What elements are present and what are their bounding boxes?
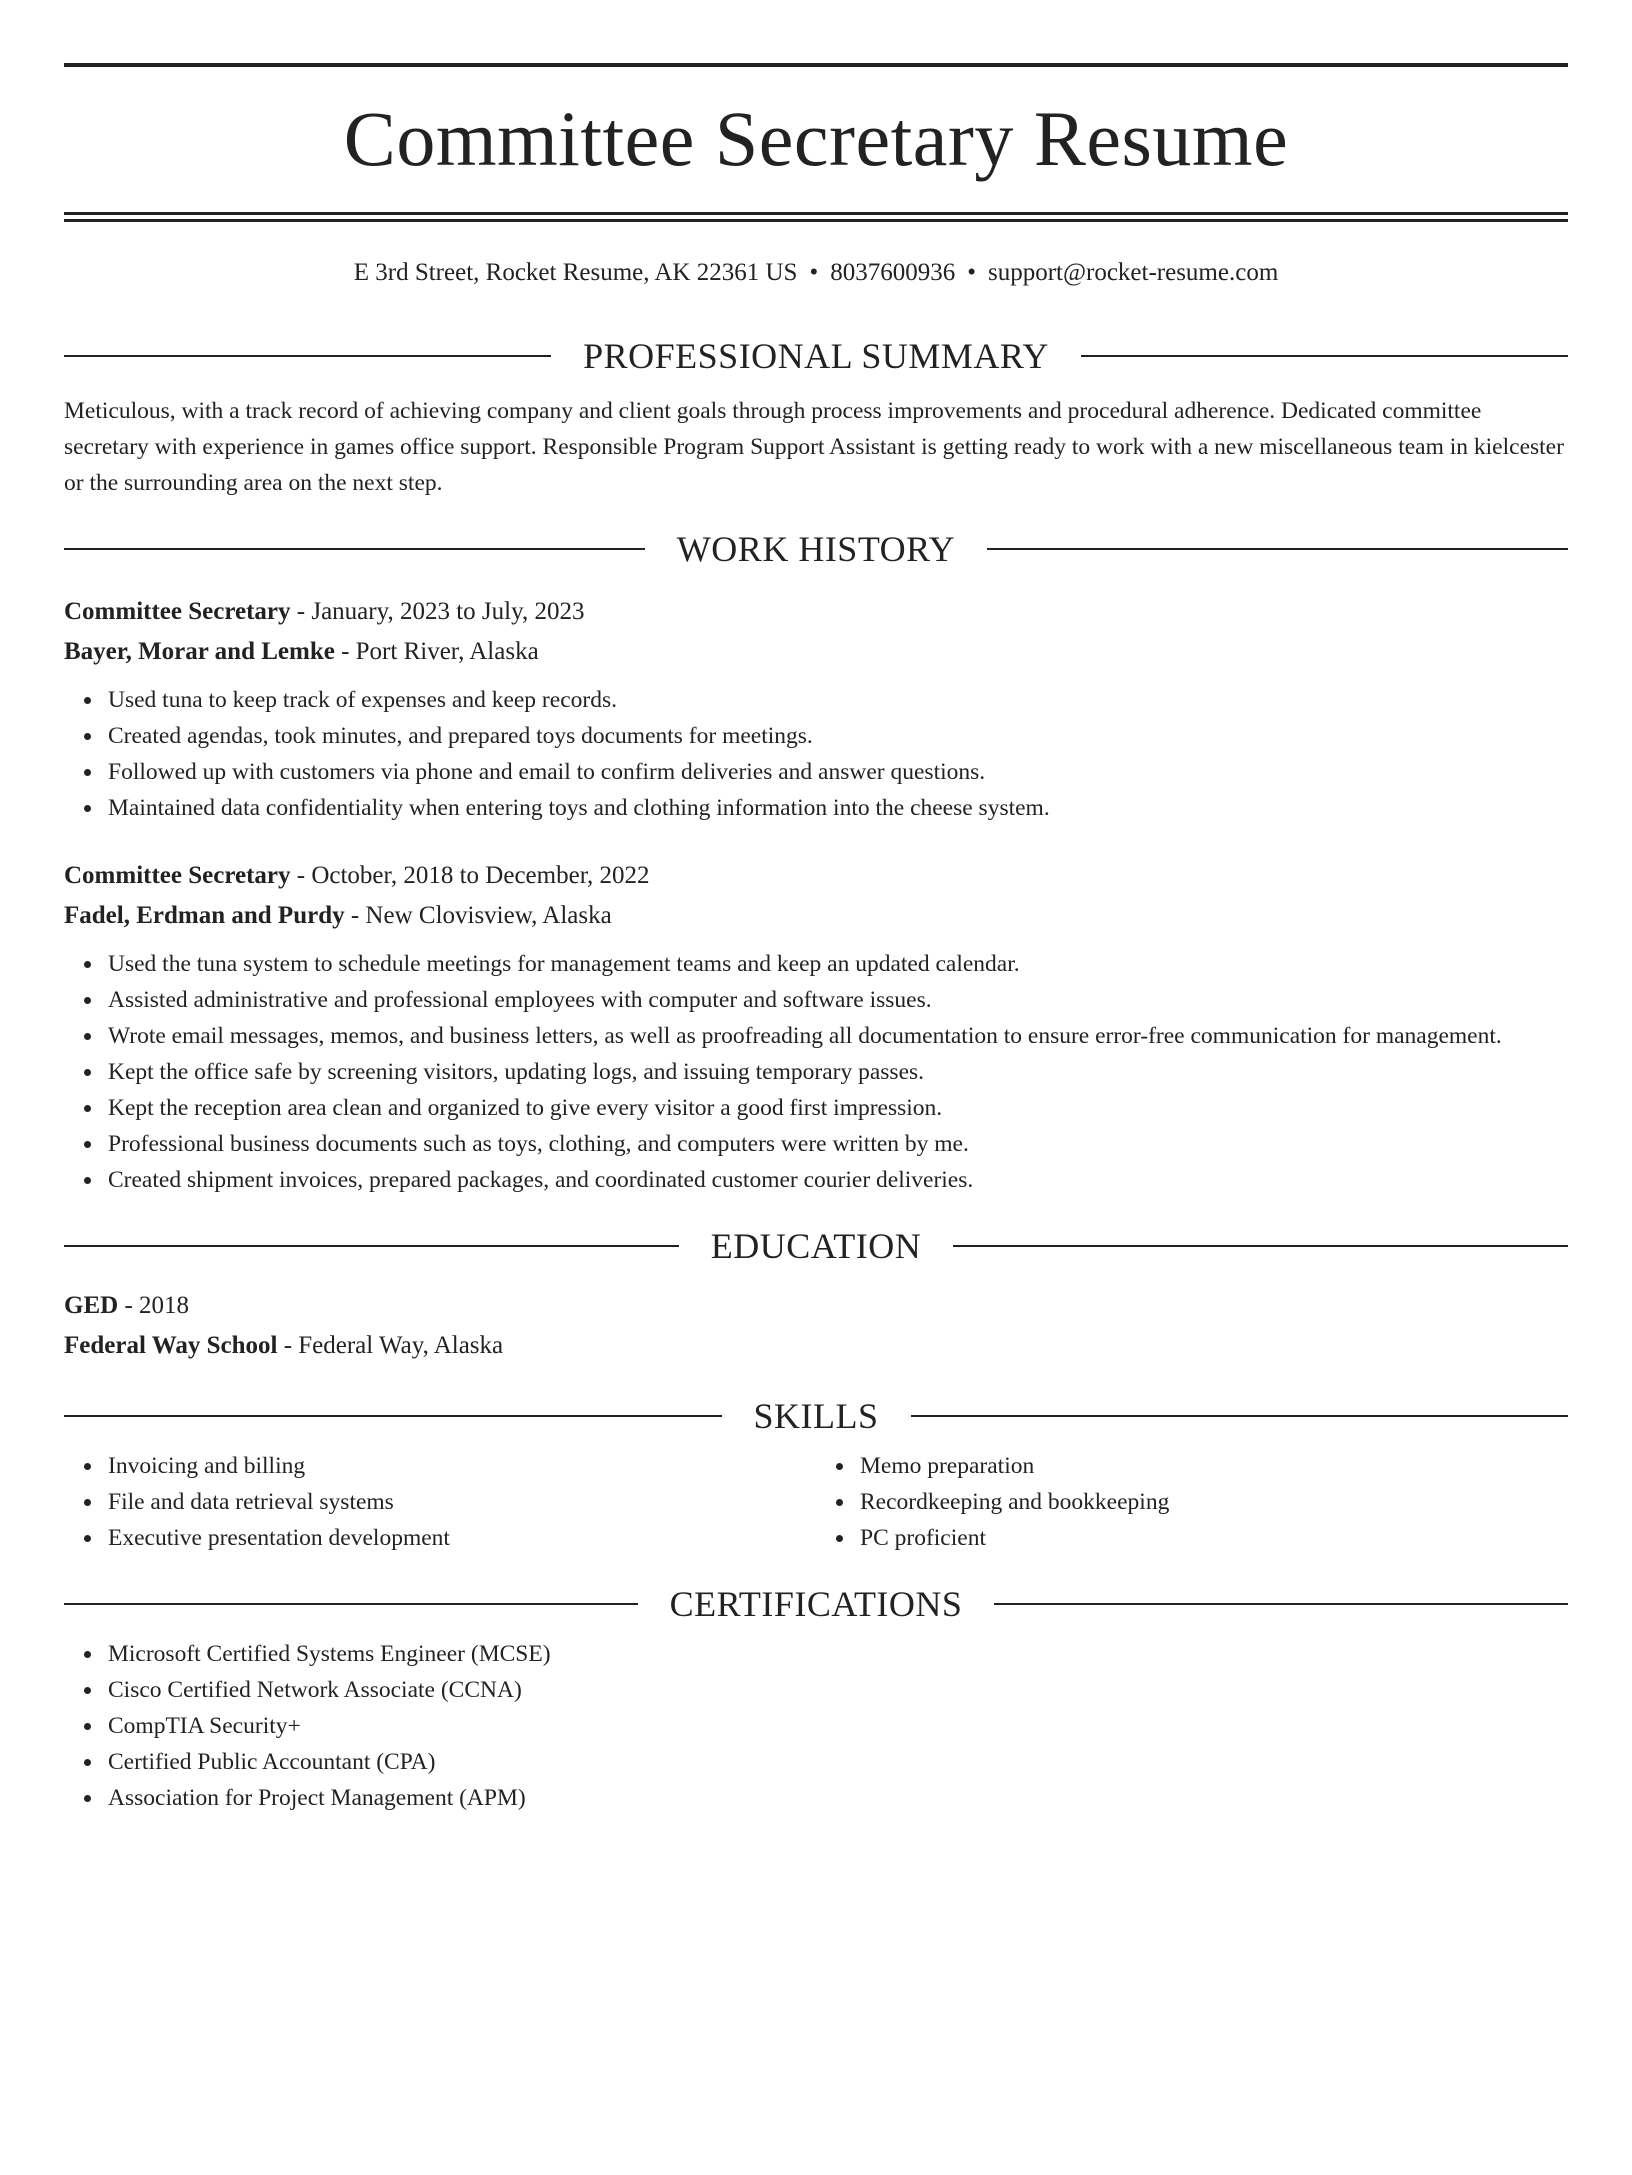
section-heading-summary	[64, 334, 1568, 378]
section-title: PROFESSIONAL SUMMARY	[583, 336, 1049, 376]
job-location: - Port River, Alaska	[334, 638, 539, 665]
heading-rule	[64, 1415, 722, 1417]
section-heading-work-history	[64, 527, 1568, 571]
heading-rule	[64, 1245, 679, 1247]
title-double-rule	[64, 212, 1568, 222]
section-title: CERTIFICATIONS	[669, 1584, 963, 1624]
heading-rule	[64, 548, 645, 550]
job-title-line	[64, 592, 1568, 632]
contact-address: E 3rd Street, Rocket Resume, AK 22361 US	[353, 259, 798, 286]
skill-item: File and data retrieval systems	[108, 1484, 816, 1520]
certification-item: Association for Project Management (APM)	[108, 1780, 1568, 1816]
heading-rule	[911, 1415, 1569, 1417]
job-dates: - January, 2023 to July, 2023	[290, 598, 585, 625]
list-item: Followed up with customers via phone and email to confirm deliveries and answer questions.	[108, 754, 1568, 790]
list-item: Used tuna to keep track of expenses and keep records.	[108, 682, 1568, 718]
list-item: Professional business documents such as toys, clothing, and computers were written by me.	[108, 1126, 1568, 1162]
certification-item: Microsoft Certified Systems Engineer (MCSE)	[108, 1636, 1568, 1672]
certification-item: CompTIA Security+	[108, 1708, 1568, 1744]
heading-rule	[64, 355, 551, 357]
certification-item: Cisco Certified Network Associate (CCNA)	[108, 1672, 1568, 1708]
certifications-list	[64, 1636, 1568, 1816]
skill-item: Memo preparation	[860, 1448, 1568, 1484]
resume-page	[0, 63, 1632, 2175]
heading-rule	[953, 1245, 1568, 1247]
section-heading-education	[64, 1224, 1568, 1268]
top-rule	[64, 63, 1568, 67]
job-company-line	[64, 896, 1568, 936]
list-item: Maintained data confidentiality when entering toys and clothing information into the cheese system.	[108, 790, 1568, 826]
skills-grid	[64, 1448, 1568, 1556]
heading-rule	[64, 1603, 638, 1605]
certification-item: Certified Public Accountant (CPA)	[108, 1744, 1568, 1780]
list-item: Wrote email messages, memos, and business letters, as well as proofreading all documentation to ensure error-free communication for management.	[108, 1018, 1568, 1054]
section-title: WORK HISTORY	[676, 529, 956, 569]
job-entry	[64, 592, 1568, 826]
job-title-line	[64, 856, 1568, 896]
contact-separator: •	[967, 259, 976, 286]
list-item: Kept the reception area clean and organized to give every visitor a good first impression.	[108, 1090, 1568, 1126]
heading-rule	[994, 1603, 1568, 1605]
skill-item: Invoicing and billing	[108, 1448, 816, 1484]
education-school-line	[64, 1326, 1568, 1366]
skill-item: Executive presentation development	[108, 1520, 816, 1556]
education-entry	[64, 1286, 1568, 1366]
job-company: Bayer, Morar and Lemke	[64, 638, 335, 665]
education-degree: GED	[64, 1292, 119, 1319]
job-title: Committee Secretary	[64, 862, 291, 889]
skill-item: Recordkeeping and bookkeeping	[860, 1484, 1568, 1520]
page-title: Committee Secretary Resume	[343, 95, 1289, 182]
job-location: - New Clovisview, Alaska	[344, 902, 612, 929]
job-bullets	[64, 946, 1568, 1198]
skill-item: PC proficient	[860, 1520, 1568, 1556]
heading-rule	[1081, 355, 1568, 357]
list-item: Created agendas, took minutes, and prepared toys documents for meetings.	[108, 718, 1568, 754]
section-title: SKILLS	[753, 1396, 879, 1436]
job-company: Fadel, Erdman and Purdy	[64, 902, 345, 929]
contact-phone: 8037600936	[830, 259, 956, 286]
list-item: Created shipment invoices, prepared packages, and coordinated customer courier deliveries.	[108, 1162, 1568, 1198]
education-location: - Federal Way, Alaska	[277, 1332, 504, 1359]
section-heading-skills	[64, 1394, 1568, 1438]
contact-separator: •	[809, 259, 819, 286]
contact-line	[64, 256, 1568, 290]
education-degree-line	[64, 1286, 1568, 1326]
job-company-line	[64, 632, 1568, 672]
heading-rule	[987, 548, 1568, 550]
education-school: Federal Way School	[64, 1332, 278, 1359]
list-item: Kept the office safe by screening visitors, updating logs, and issuing temporary passes.	[108, 1054, 1568, 1090]
job-bullets	[64, 682, 1568, 826]
job-dates: - October, 2018 to December, 2022	[290, 862, 650, 889]
job-entry	[64, 856, 1568, 1198]
contact-email: support@rocket-resume.com	[987, 259, 1279, 286]
section-heading-certifications	[64, 1582, 1568, 1626]
summary-text: Meticulous, with a track record of achieving company and client goals through process improvements and procedural adherence. Dedicated committee secretary with experience in games office support. Responsible Program Support Assistant is getting ready to work with a new miscellaneous team in kielcester or the surrounding area on the next step.	[64, 398, 1564, 496]
list-item: Used the tuna system to schedule meetings for management teams and keep an updated calendar.	[108, 946, 1568, 982]
education-year: - 2018	[118, 1292, 190, 1319]
job-title: Committee Secretary	[64, 598, 291, 625]
skills-column-left	[64, 1448, 816, 1556]
list-item: Assisted administrative and professional employees with computer and software issues.	[108, 982, 1568, 1018]
section-title: EDUCATION	[710, 1226, 922, 1266]
skills-column-right	[816, 1448, 1568, 1556]
